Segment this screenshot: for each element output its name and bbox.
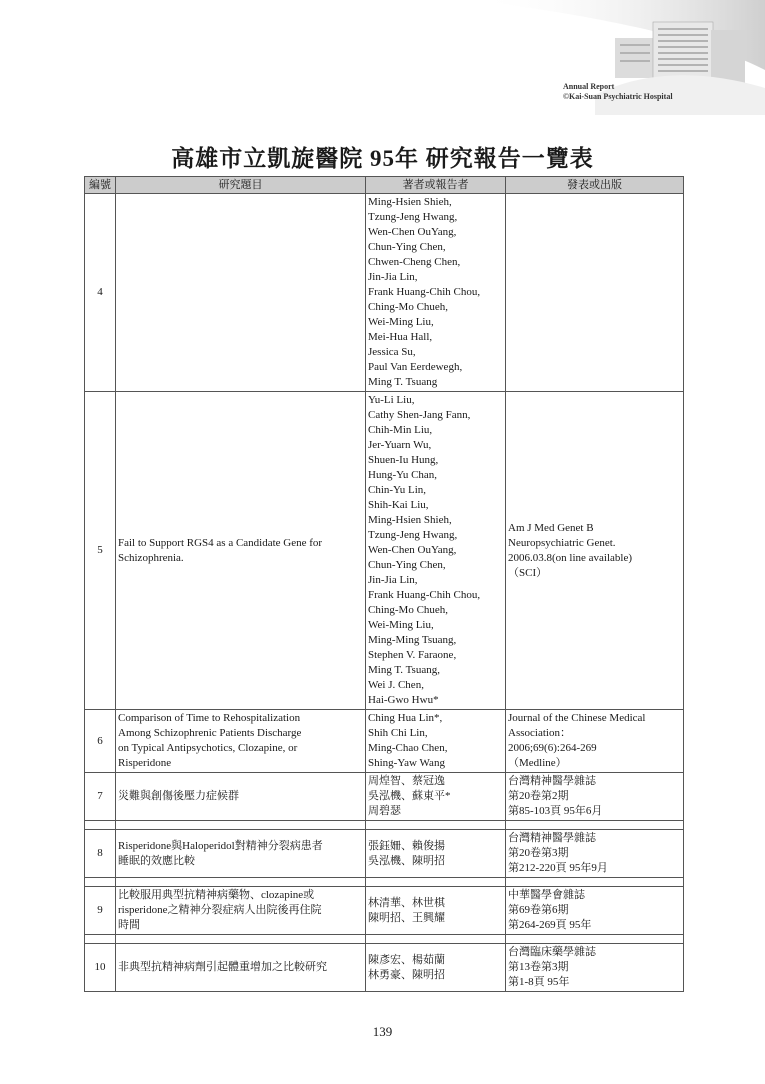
author-list	[366, 710, 506, 773]
publication-info-line: 中華醫學會雜誌	[508, 889, 585, 901]
spacer-cell	[116, 878, 366, 887]
table-row	[85, 194, 684, 392]
research-title-line: 災難與創傷後壓力症候群	[118, 790, 239, 802]
spacer-cell	[506, 821, 684, 830]
publication-info	[506, 830, 684, 878]
research-title-line: 非典型抗精神病劑引起體重增加之比較研究	[118, 961, 327, 973]
row-spacer	[85, 935, 684, 944]
research-title	[116, 887, 366, 935]
table-row	[85, 830, 684, 878]
publication-info	[506, 773, 684, 821]
research-title	[116, 392, 366, 710]
spacer-cell	[116, 935, 366, 944]
research-title-line: Among Schizophrenic Patients Discharge	[118, 727, 302, 739]
publication-info	[506, 194, 684, 392]
author-list-line: Ming-Ming Tsuang,	[368, 634, 457, 646]
author-list-line: 林勇豪、陳明招	[368, 968, 445, 981]
publication-info-line: 第20卷第3期	[508, 847, 569, 859]
author-list-line: Wei J. Chen,	[368, 679, 424, 691]
author-list-line: 周煌智、蔡冠逸	[368, 775, 445, 787]
publication-info-line: 第85-103頁 95年6月	[508, 805, 603, 817]
research-title-line: Risperidone與Haloperidol對精神分裂病患者	[118, 839, 323, 852]
author-list-line: Hung-Yu Chan,	[368, 469, 438, 481]
table-body	[85, 194, 684, 992]
research-title-line: 睡眠的效應比較	[118, 854, 195, 867]
author-list-line: 張鈺姍、賴俊揚	[368, 839, 445, 852]
report-line-1: Annual Report	[563, 82, 615, 91]
publication-info-line: Neuropsychiatric Genet.	[508, 536, 616, 549]
spacer-cell	[85, 935, 116, 944]
author-list-line: 林清華、林世棋	[368, 896, 445, 909]
author-list-line: Jin-Jia Lin,	[368, 271, 418, 283]
publication-info-line: （SCI）	[508, 566, 548, 579]
author-list-line: 陳彥宏、楊茹蘭	[368, 953, 445, 966]
spacer-cell	[366, 935, 506, 944]
author-list-line: Tzung-Jeng Hwang,	[368, 529, 458, 541]
publication-info	[506, 944, 684, 992]
research-title-line: 比較服用典型抗精神病藥物、clozapine或	[118, 889, 315, 901]
author-list-line: 陳明招、王興耀	[368, 911, 445, 924]
publication-info-line: Journal of the Chinese Medical	[508, 712, 646, 724]
column-header-number: 編號	[85, 177, 116, 194]
author-list-line: Stephen V. Faraone,	[368, 649, 457, 661]
author-list-line: Chun-Ying Chen,	[368, 559, 446, 571]
author-list-line: Ming T. Tsuang,	[368, 664, 440, 676]
author-list-line: Chwen-Cheng Chen,	[368, 256, 461, 268]
publication-info-line: Am J Med Genet B	[508, 521, 594, 534]
publication-info-line: 2006;69(6):264-269	[508, 742, 597, 754]
table-row	[85, 392, 684, 710]
author-list-line: Frank Huang-Chih Chou,	[368, 589, 481, 601]
research-report-table	[84, 176, 684, 992]
author-list-line: Ching-Mo Chueh,	[368, 604, 449, 616]
publication-info-line: 2006.03.8(on line available)	[508, 551, 633, 564]
report-line-2: ©Kai-Suan Psychiatric Hospital	[563, 92, 673, 101]
author-list-line: 周碧瑟	[368, 805, 401, 817]
author-list-line: Wen-Chen OuYang,	[368, 544, 457, 556]
research-title-line: Fail to Support RGS4 as a Candidate Gene for	[118, 536, 323, 549]
author-list	[366, 887, 506, 935]
author-list-line: Shing-Yaw Wang	[368, 757, 445, 769]
author-list-line: Ching-Mo Chueh,	[368, 301, 449, 313]
publication-info-line: 台灣精神醫學雜誌	[508, 775, 596, 787]
author-list-line: Cathy Shen-Jang Fann,	[368, 409, 471, 421]
publication-info-line: 第20卷第2期	[508, 790, 569, 802]
publication-info-line: 第264-269頁 95年	[508, 919, 592, 931]
spacer-cell	[85, 821, 116, 830]
author-list-line: Jessica Su,	[368, 346, 416, 358]
author-list-line: Shih Chi Lin,	[368, 727, 428, 739]
row-number: 7	[85, 773, 116, 821]
author-list-line: Mei-Hua Hall,	[368, 331, 433, 343]
author-list-line: Paul Van Eerdewegh,	[368, 361, 463, 373]
author-list	[366, 773, 506, 821]
author-list-line: Jer-Yuarn Wu,	[368, 439, 432, 451]
annual-report-label	[563, 82, 673, 102]
author-list-line: Chun-Ying Chen,	[368, 241, 446, 253]
research-title	[116, 194, 366, 392]
column-header-title: 研究題目	[116, 177, 366, 194]
publication-info-line: 第13卷第3期	[508, 961, 569, 973]
research-title-line: Comparison of Time to Rehospitalization	[118, 712, 301, 724]
column-header-publication: 發表或出版	[506, 177, 684, 194]
author-list-line: Ching Hua Lin*,	[368, 712, 443, 724]
research-title	[116, 773, 366, 821]
author-list-line: Wei-Ming Liu,	[368, 316, 434, 328]
author-list	[366, 194, 506, 392]
author-list-line: Shih-Kai Liu,	[368, 499, 429, 511]
research-title-line: risperidone之精神分裂症病人出院後再住院	[118, 904, 322, 916]
spacer-cell	[366, 821, 506, 830]
row-number: 8	[85, 830, 116, 878]
author-list-line: Yu-Li Liu,	[368, 394, 415, 406]
row-number: 4	[85, 194, 116, 392]
author-list	[366, 830, 506, 878]
publication-info-line: 第69卷第6期	[508, 904, 569, 916]
publication-info-line: 台灣精神醫學雜誌	[508, 832, 596, 844]
research-title-line: 時間	[118, 919, 140, 931]
research-title-line: Schizophrenia.	[118, 551, 184, 564]
author-list-line: Ming T. Tsuang	[368, 376, 438, 388]
author-list-line: Wen-Chen OuYang,	[368, 226, 457, 238]
author-list-line: Ming-Chao Chen,	[368, 742, 448, 754]
row-number: 6	[85, 710, 116, 773]
publication-info-line: Association：	[508, 727, 571, 739]
author-list-line: Ming-Hsien Shieh,	[368, 514, 452, 526]
row-number: 9	[85, 887, 116, 935]
author-list-line: 吳泓機、陳明招	[368, 854, 445, 867]
table-header-row	[85, 177, 684, 194]
author-list-line: Ming-Hsien Shieh,	[368, 196, 452, 208]
author-list-line: Frank Huang-Chih Chou,	[368, 286, 481, 298]
publication-info	[506, 710, 684, 773]
publication-info	[506, 392, 684, 710]
table-row	[85, 710, 684, 773]
research-title	[116, 710, 366, 773]
publication-info-line: 第1-8頁 95年	[508, 976, 570, 988]
research-title	[116, 830, 366, 878]
publication-info-line: （Medline）	[508, 757, 567, 769]
spacer-cell	[116, 821, 366, 830]
author-list	[366, 392, 506, 710]
publication-info-line: 第212-220頁 95年9月	[508, 862, 608, 874]
spacer-cell	[506, 935, 684, 944]
research-title-line: Risperidone	[118, 757, 172, 769]
row-number: 5	[85, 392, 116, 710]
row-spacer	[85, 821, 684, 830]
author-list-line: Hai-Gwo Hwu*	[368, 694, 439, 706]
table-row	[85, 887, 684, 935]
author-list-line: Chih-Min Liu,	[368, 424, 433, 436]
table-row	[85, 944, 684, 992]
publication-info-line: 台灣臨床藥學雜誌	[508, 946, 596, 958]
author-list-line: 吳泓機、蘇東平*	[368, 790, 451, 802]
spacer-cell	[506, 878, 684, 887]
spacer-cell	[366, 878, 506, 887]
author-list-line: Shuen-Iu Hung,	[368, 454, 439, 466]
author-list-line: Wei-Ming Liu,	[368, 619, 434, 631]
research-title-line: on Typical Antipsychotics, Clozapine, or	[118, 742, 298, 754]
research-title	[116, 944, 366, 992]
table-row	[85, 773, 684, 821]
author-list-line: Chin-Yu Lin,	[368, 484, 427, 496]
spacer-cell	[85, 878, 116, 887]
page-title: 高雄市立凱旋醫院 95年 研究報告一覽表	[171, 146, 594, 171]
author-list-line: Jin-Jia Lin,	[368, 574, 418, 586]
row-number: 10	[85, 944, 116, 992]
row-spacer	[85, 878, 684, 887]
column-header-authors: 著者或報告者	[366, 177, 506, 194]
author-list	[366, 944, 506, 992]
publication-info	[506, 887, 684, 935]
author-list-line: Tzung-Jeng Hwang,	[368, 211, 458, 223]
page-number: 139	[372, 1024, 393, 1039]
